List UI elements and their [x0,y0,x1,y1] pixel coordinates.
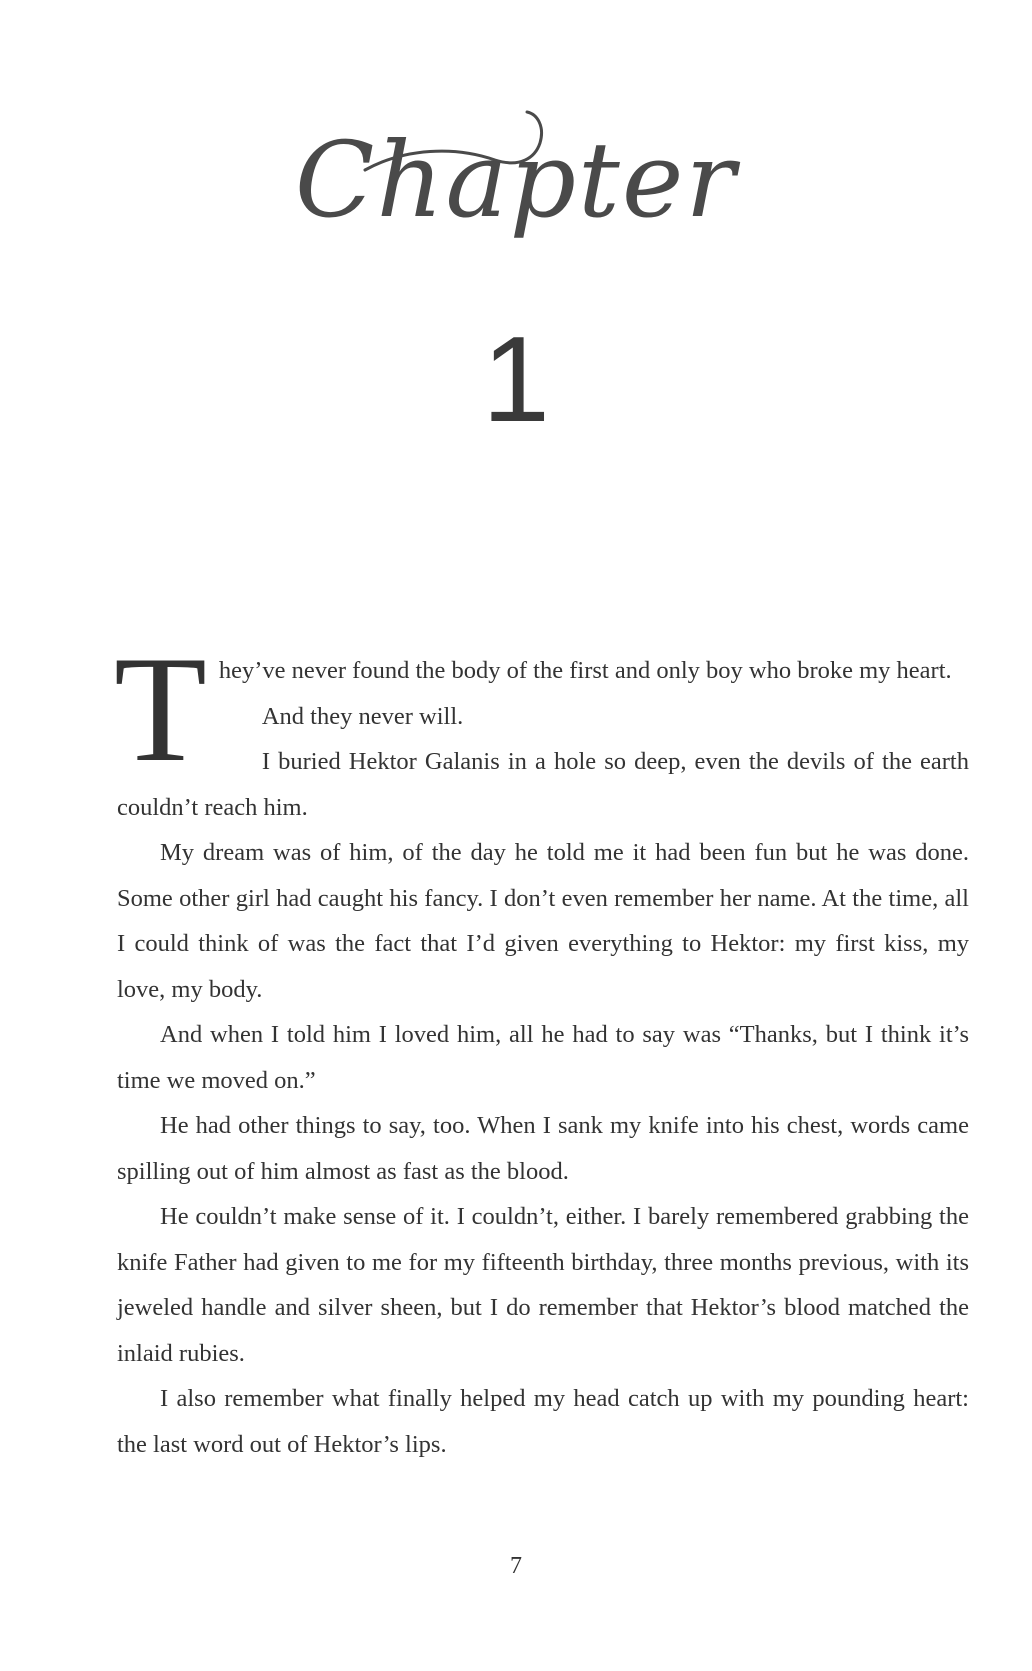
paragraph: And they never will. [261,702,464,730]
drop-cap: T [114,625,207,793]
opening-paragraph-text: hey’ve never found the body of the first and only boy who broke my heart. [218,657,952,684]
chapter-heading: Chapter [294,119,738,241]
chapter-body [114,625,969,1467]
paragraph: I buried Hektor Galanis in a hole so deep, even the devils of the earth couldn’t reach him. [117,748,969,821]
paragraph: I also remember what finally helped my head catch up with my pounding heart: the last word out of Hektor’s lips. [117,1385,969,1458]
paragraph: My dream was of him, of the day he told me it had been fun but he was done. Some other girl had caught his fancy. I don’t even remember her name. At the time, all I could think of was the fact that I’d given everything to Hektor: my first kiss, my love, my body. [117,839,969,1003]
paragraph: He couldn’t make sense of it. I couldn’t, either. I barely remembered grabbing the knife Father had given to me for my fifteenth birthday, three months previous, with its jeweled handle and silver sheen, but I do remember that Hektor’s blood matched the inlaid rubies. [117,1203,969,1367]
chapter-number: 1 [482,311,550,447]
paragraph: He had other things to say, too. When I sank my knife into his chest, words came spilling out of him almost as fast as the blood. [117,1112,969,1185]
page-number: 7 [510,1553,522,1579]
paragraph: And when I told him I loved him, all he had to say was “Thanks, but I think it’s time we moved on.” [117,1021,969,1094]
